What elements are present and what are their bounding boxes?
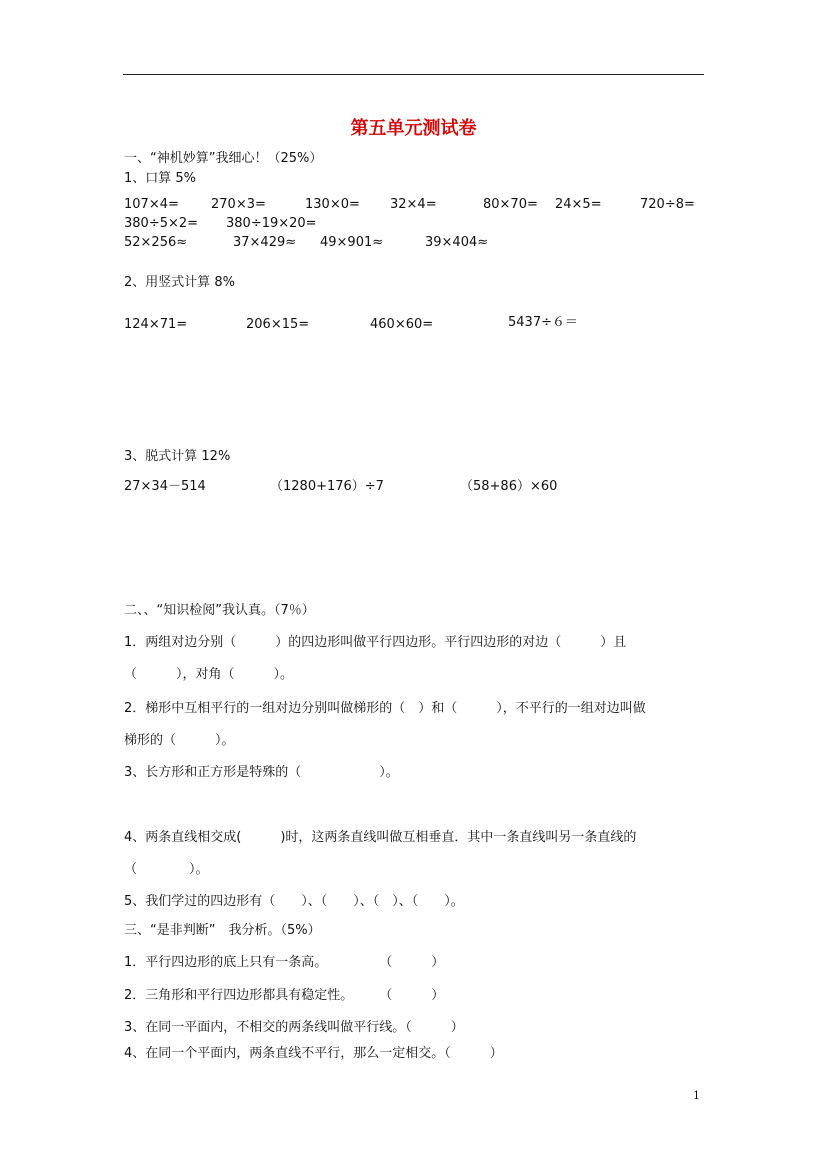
step-calc-item: （58+86）×60 bbox=[460, 479, 558, 494]
section2-heading: 二、、“知识检阅”我认真。（7％） bbox=[124, 603, 315, 618]
judgement-item: 1．平行四边形的底上只有一条高。 （ ） bbox=[124, 955, 445, 970]
estimate-item: 52×256≈ bbox=[124, 235, 188, 250]
vertical-calc-item: 124×71= bbox=[124, 317, 188, 332]
oral-calc-item: 720÷8= bbox=[640, 197, 695, 212]
question-text: 2．梯形中互相平行的一组对边分别叫做梯形的（ ）和（ ），不平行的一组对边叫做 bbox=[124, 701, 646, 716]
vertical-calc-item: 5437÷６＝ bbox=[508, 315, 578, 330]
page-title: 第五单元测试卷 bbox=[350, 118, 477, 139]
step-calc-label: 3、脱式计算 12% bbox=[124, 449, 231, 464]
question-text: 5、我们学过的四边形有（ ）、（ ）、（ ）、（ ）。 bbox=[124, 894, 464, 909]
oral-calc-item: 107×4= bbox=[124, 197, 179, 212]
vertical-calc-item: 206×15= bbox=[246, 317, 310, 332]
section3-heading: 三、“是非判断” 我分析。（5%） bbox=[124, 923, 321, 938]
judgement-item: 3、在同一平面内，不相交的两条线叫做平行线。（ ） bbox=[124, 1020, 464, 1035]
estimate-item: 49×901≈ bbox=[320, 235, 384, 250]
oral-calc-item: 270×3= bbox=[211, 197, 266, 212]
oral-calc-item: 32×4= bbox=[390, 197, 437, 212]
oral-calc-item: 24×5= bbox=[555, 197, 602, 212]
estimate-item: 39×404≈ bbox=[425, 235, 489, 250]
question-text: （ ）。 bbox=[124, 862, 209, 877]
question-text: 4、两条直线相交成( )时，这两条直线叫做互相垂直．其中一条直线叫另一条直线的 bbox=[124, 830, 637, 845]
page-number: 1 bbox=[693, 1089, 700, 1102]
header-rule bbox=[123, 74, 704, 75]
question-text: （ ），对角（ ）。 bbox=[124, 667, 294, 682]
vertical-calc-label: 2、用竖式计算 8% bbox=[124, 275, 236, 290]
question-text: 1．两组对边分别（ ）的四边形叫做平行四边形。平行四边形的对边（ ）且 bbox=[124, 635, 627, 650]
section1-heading: 一、“神机妙算”我细心！（25%） bbox=[124, 151, 323, 166]
vertical-calc-item: 460×60= bbox=[370, 317, 434, 332]
judgement-item: 2．三角形和平行四边形都具有稳定性。 （ ） bbox=[124, 988, 445, 1003]
question-text: 梯形的（ ）。 bbox=[124, 733, 235, 748]
oral-calc-item: 380÷19×20= bbox=[226, 216, 317, 231]
question-text: 3、长方形和正方形是特殊的（ ）。 bbox=[124, 765, 399, 780]
estimate-item: 37×429≈ bbox=[233, 235, 297, 250]
oral-calc-item: 130×0= bbox=[305, 197, 360, 212]
oral-calc-label: 1、口算 5% bbox=[124, 171, 197, 186]
step-calc-item: 27×34－514 bbox=[124, 479, 206, 494]
oral-calc-item: 80×70= bbox=[483, 197, 538, 212]
step-calc-item: （1280+176）÷7 bbox=[270, 479, 384, 494]
oral-calc-item: 380÷5×2= bbox=[124, 216, 199, 231]
judgement-item: 4、在同一个平面内，两条直线不平行，那么一定相交。（ ） bbox=[124, 1046, 503, 1061]
